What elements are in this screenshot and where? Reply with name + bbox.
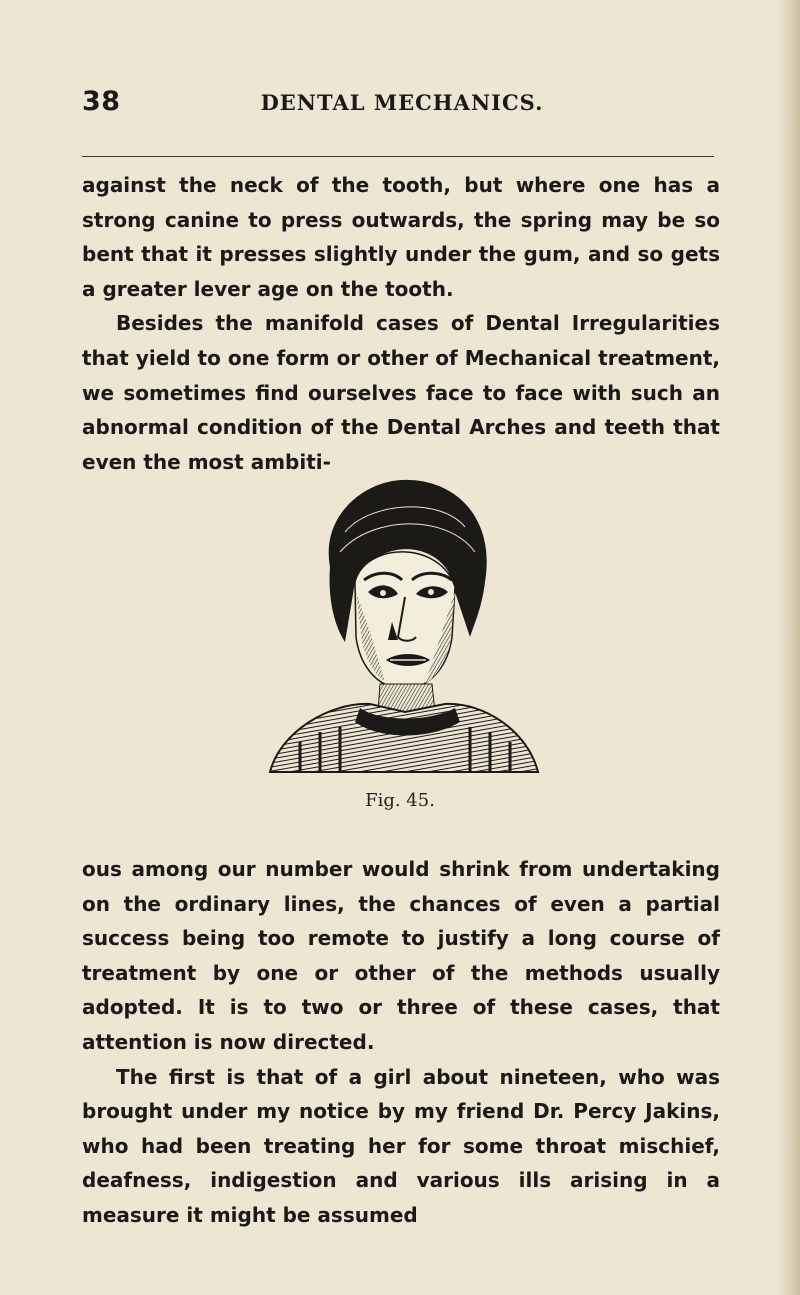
page-number: 38 (82, 86, 121, 117)
paragraph: The first is that of a girl about nineteen, who was brought under my notice by my friend Dr. Percy Jakins, who had been treating her for some throat mischief, deafness, indigestion and various ills arising in a measure it might be assumed (82, 1064, 720, 1227)
page-edge (778, 0, 800, 1295)
figure-caption: Fig. 45. (365, 790, 435, 811)
text-block-bottom (82, 852, 720, 1233)
paragraph: against the neck of the tooth, but where one has a strong canine to press outwards, the spring may be so bent that it presses slightly under the gum, and so gets a greater lever age on the tooth. (82, 173, 720, 301)
paragraph: ous among our number would shrink from undertaking on the ordinary lines, the chances of even a partial success being too remote to justify a long course of treatment by one or other of the methods usually adopted. It is to two or three of these cases, that attention is now directed. (82, 857, 720, 1054)
engraved-portrait-icon (260, 472, 540, 782)
paragraph: Besides the manifold cases of Dental Irregularities that yield to one form or other of Mechanical treatment, we sometimes find ourselves face to face with such an abnormal condition of the Dental Arches and teeth that even the most ambiti- (82, 311, 720, 474)
text-block-top (82, 168, 720, 479)
header-rule (82, 156, 714, 157)
page-header (82, 86, 722, 126)
running-title: DENTAL MECHANICS. (260, 90, 544, 115)
figure-illustration (260, 472, 540, 782)
